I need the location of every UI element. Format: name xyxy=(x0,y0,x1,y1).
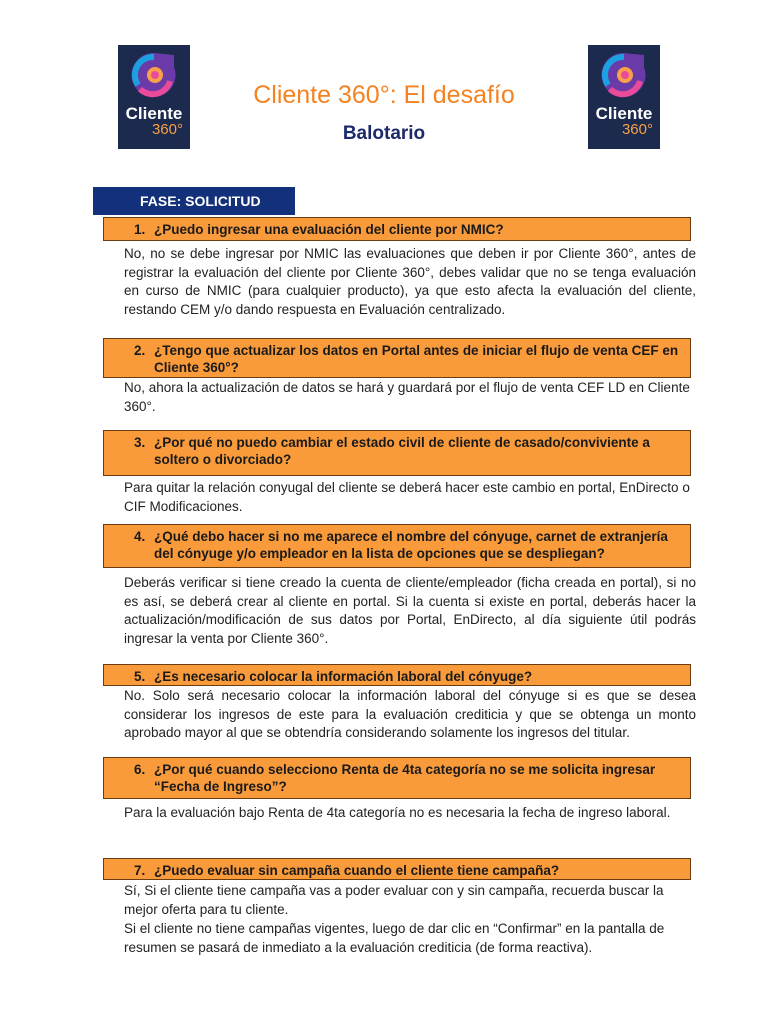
logo-number: 360° xyxy=(151,121,183,138)
question-number: 6. xyxy=(134,762,146,777)
question-number: 1. xyxy=(134,222,146,237)
phase-banner: FASE: SOLICITUD xyxy=(93,187,295,215)
question-box xyxy=(103,430,691,476)
question-text: ¿Por qué cuando selecciono Renta de 4ta categoría no se me solicita ingresar “Fecha de Ingreso”? xyxy=(154,762,656,794)
answer-text: Para quitar la relación conyugal del cliente se deberá hacer este cambio en portal, EnDirecto o CIF Modificaciones. xyxy=(124,480,690,514)
question-number: 7. xyxy=(134,863,146,878)
question-text: ¿Tengo que actualizar los datos en Portal antes de iniciar el flujo de venta CEF en Cliente 360°? xyxy=(154,343,679,375)
logo-word: Cliente xyxy=(595,104,653,123)
page-title: Cliente 360°: El desafío xyxy=(253,81,515,109)
question-box xyxy=(103,524,691,568)
answer-text: Para la evaluación bajo Renta de 4ta categoría no es necesaria la fecha de ingreso laboral. xyxy=(124,805,671,820)
question-box xyxy=(103,858,691,880)
question-box xyxy=(103,757,691,799)
question-number: 4. xyxy=(134,529,146,544)
question-number: 2. xyxy=(134,343,146,358)
logo-word: Cliente xyxy=(125,104,183,123)
page-subtitle: Balotario xyxy=(342,123,426,144)
question-text: ¿Puedo evaluar sin campaña cuando el cliente tiene campaña? xyxy=(154,863,560,878)
question-box xyxy=(103,338,691,378)
answer-text-continued: Si el cliente no tiene campañas vigentes, luego de dar clic en “Confirmar” en la pantalla de resumen se pasará de inmediato a la evaluación crediticia (de forma reactiva). xyxy=(124,921,665,955)
answer-text: No, ahora la actualización de datos se hará y guardará por el flujo de venta CEF LD en Cliente 360°. xyxy=(124,380,690,414)
answer-text: No, no se debe ingresar por NMIC las evaluaciones que deben ir por Cliente 360°, antes de registrar la evaluación del cliente por Cliente 360°, debes validar que no se tenga evaluación en curso de NMIC (para cualquier producto), ya que esto afecta la evaluación del cliente, restando CEM y/o dando respuesta en Evaluación centralizado. xyxy=(124,246,696,317)
question-text: ¿Por qué no puedo cambiar el estado civil de cliente de casado/conviviente a soltero o divorciado? xyxy=(154,435,650,467)
answer-text: Deberás verificar si tiene creado la cuenta de cliente/empleador (ficha creada en portal), si no es así, se deberá crear al cliente en portal. Si la cuenta si existe en portal, deberás hacer la actualización/modificación de sus datos por Portal, EnDirecto, al día siguiente útil podrás ingresar la venta por Cliente 360°. xyxy=(124,575,696,646)
question-text: ¿Puedo ingresar una evaluación del cliente por NMIC? xyxy=(154,222,504,237)
answer-text: Sí, Si el cliente tiene campaña vas a poder evaluar con y sin campaña, recuerda buscar la mejor oferta para tu cliente. xyxy=(124,883,664,917)
question-text: ¿Qué debo hacer si no me aparece el nombre del cónyuge, carnet de extranjería del cónyuge y/o empleador en la lista de opciones que se despliegan? xyxy=(154,529,668,561)
question-text: ¿Es necesario colocar la información laboral del cónyuge? xyxy=(154,669,533,684)
question-number: 5. xyxy=(134,669,146,684)
logo-number: 360° xyxy=(621,121,653,138)
question-box xyxy=(103,664,691,686)
answer-text: No. Solo será necesario colocar la información laboral del cónyuge si es que se desea considerar los ingresos de este para la evaluación crediticia y que se obtenga un monto aprobado mayor al que se obtendría considerando solamente los ingresos del titular. xyxy=(124,688,696,740)
question-box xyxy=(103,217,691,241)
question-number: 3. xyxy=(134,435,146,450)
